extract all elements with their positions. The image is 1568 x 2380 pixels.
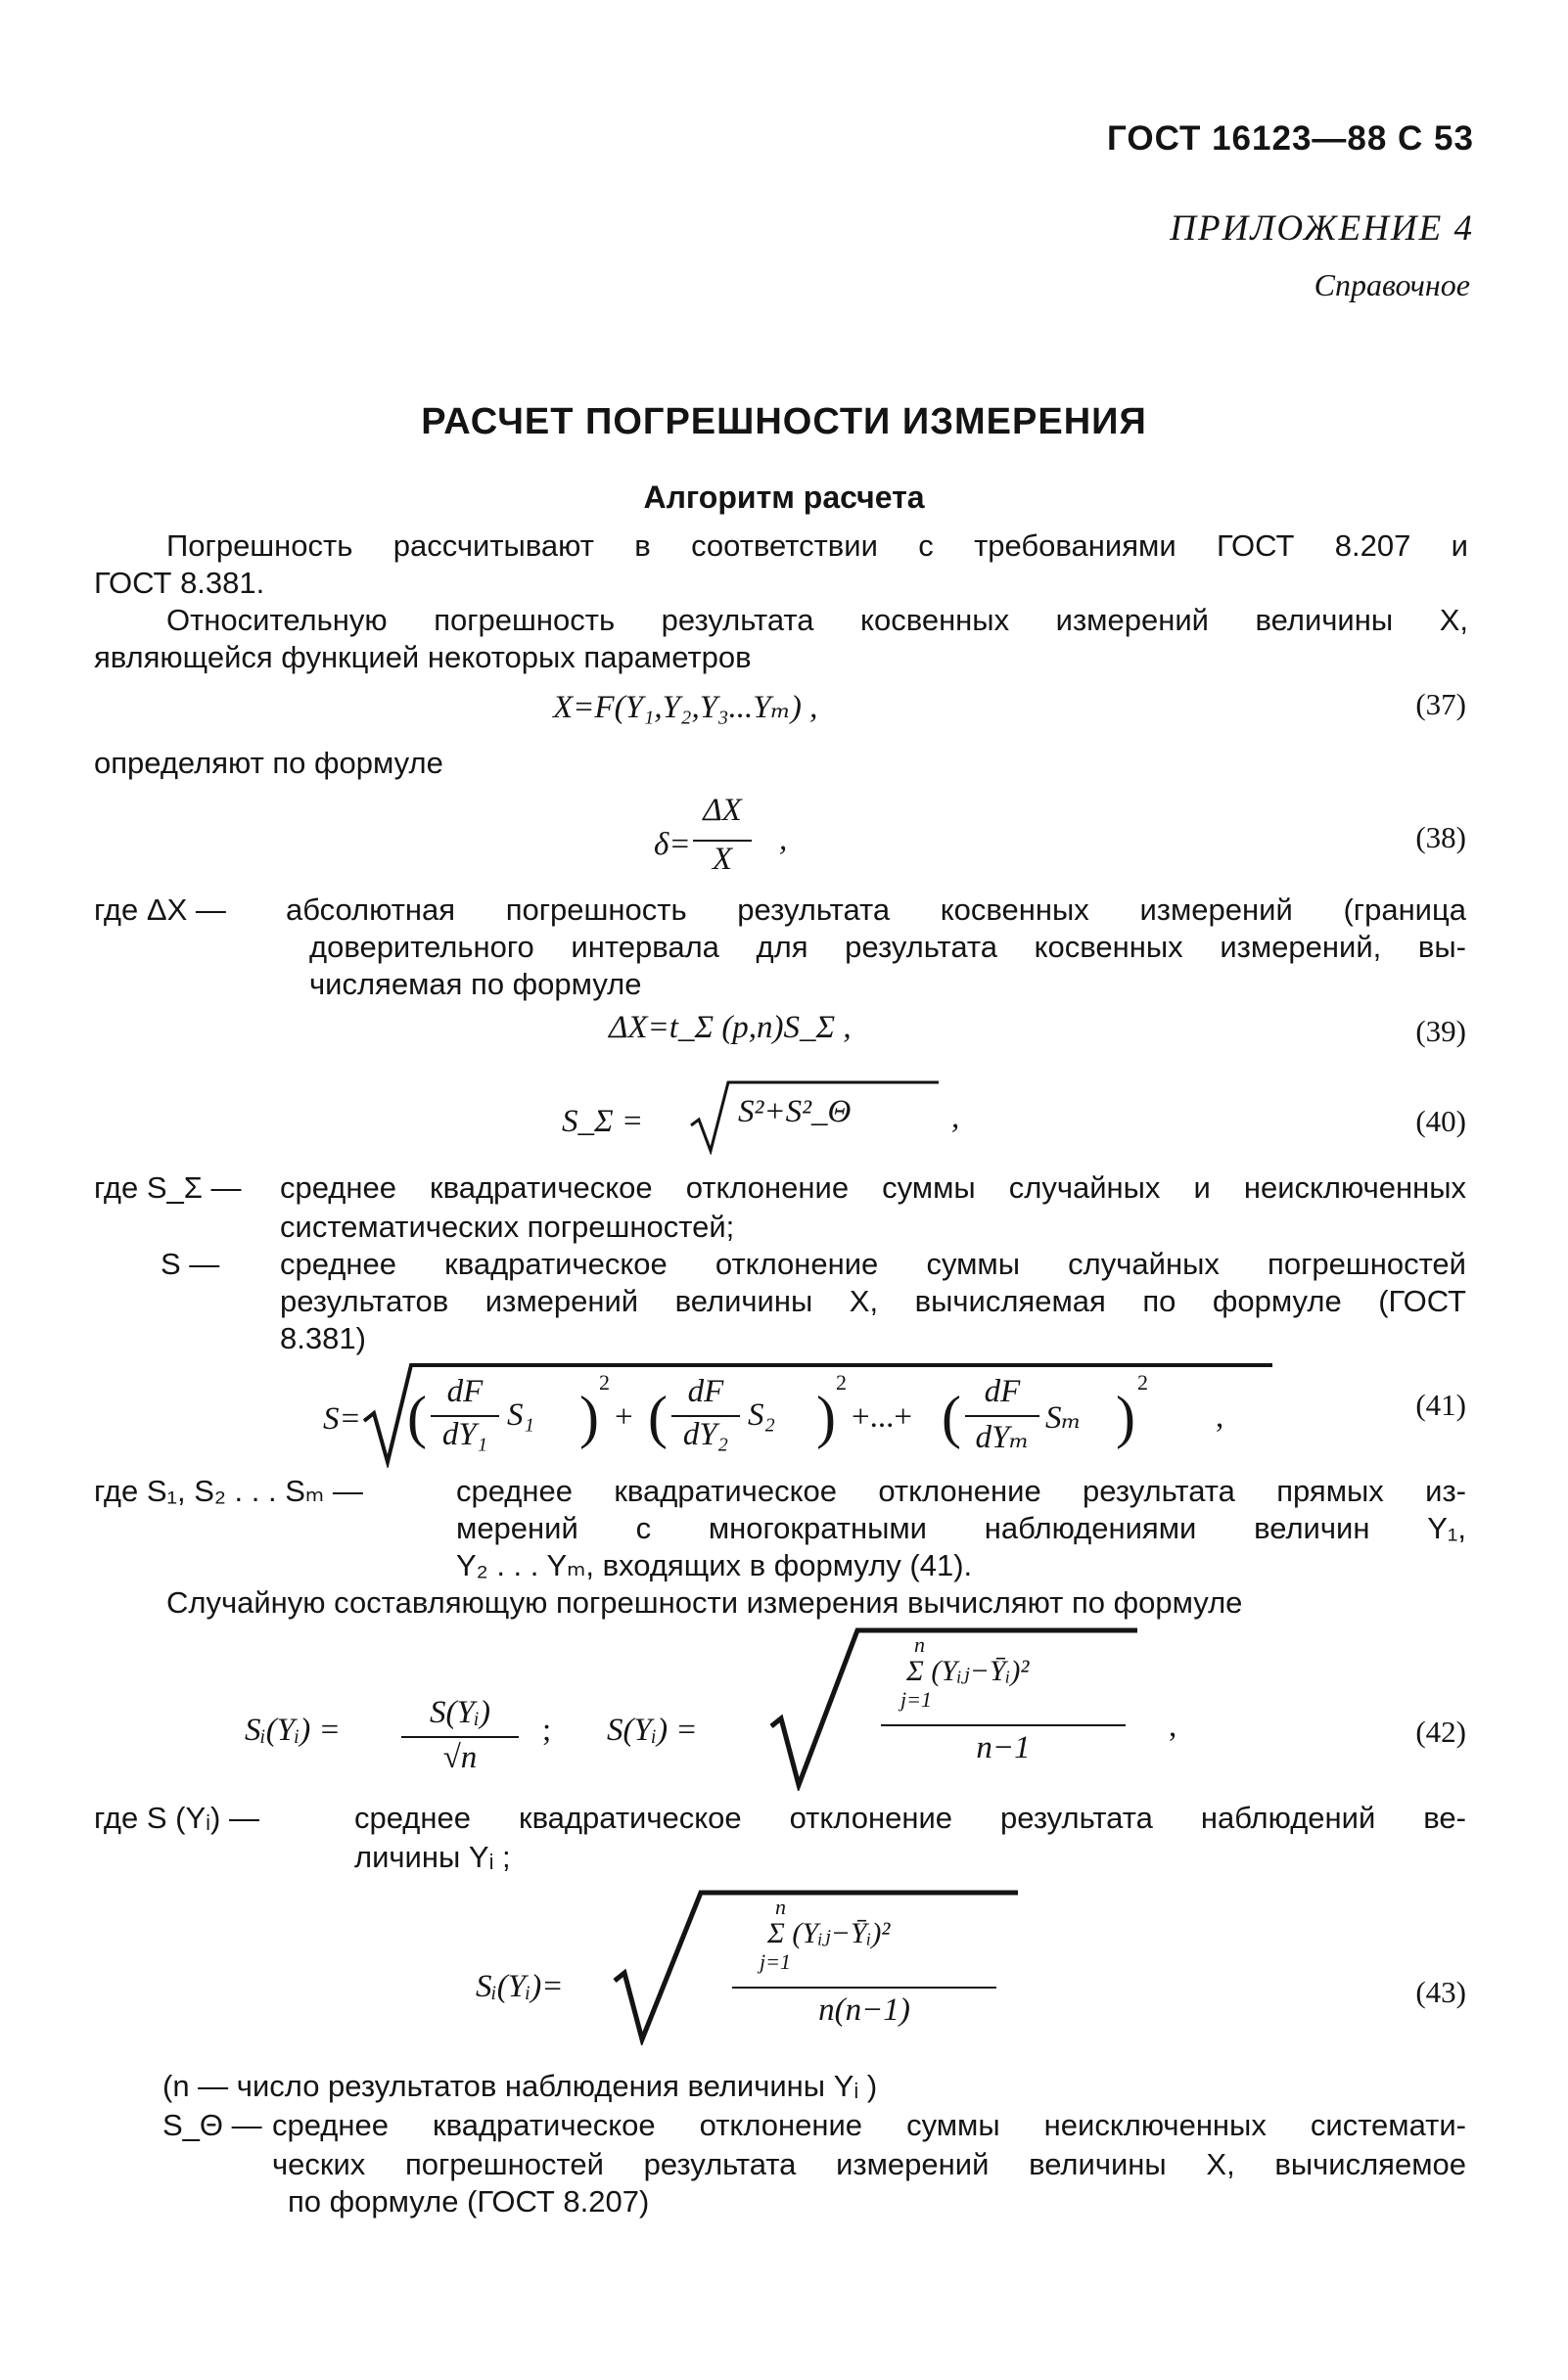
equation-42-number: (42) (1415, 1715, 1466, 1749)
eq38-comma: , (779, 822, 788, 857)
paragraph-4: Случайную составляющую погрешности измерения вычисляют по формуле (166, 1585, 1243, 1620)
equation-38-number: (38) (1415, 820, 1466, 854)
eq43-sum-lower-limit: j=1 (760, 1949, 791, 1974)
eq41-term-2-numerator: dF (687, 1374, 724, 1409)
eq42-sum-expression: Σ (Yᵢⱼ−Ȳᵢ)² (906, 1655, 1030, 1687)
equation-41 (323, 1360, 1292, 1468)
equation-40 (562, 1076, 960, 1155)
equation-37-number: (37) (1415, 687, 1466, 721)
definition-4-line-3: Y₂ . . . Yₘ, входящих в формулу (41). (456, 1548, 973, 1582)
eq40-comma: , (951, 1100, 960, 1135)
definition-6-line-1: среднее квадратическое отклонение суммы неисключенных системати- (272, 2108, 1466, 2142)
eq41-term-3-denominator: dYₘ (975, 1420, 1030, 1455)
definition-1-label: где ΔX — (94, 892, 226, 927)
eq43-fraction-bar (732, 1987, 996, 1989)
equation-42 (245, 1625, 1223, 1791)
eq41-term-2-s: S₂ (748, 1397, 775, 1433)
eq40-radicand: S²+S²_Θ (738, 1094, 852, 1129)
eq43-denominator: n(n−1) (818, 1992, 910, 2028)
eq42-lhs-1: Sᵢ(Yᵢ) = (245, 1713, 341, 1748)
eq41-term-3-s: Sₘ (1045, 1400, 1082, 1436)
eq42-denominator-1: √n (442, 1740, 478, 1775)
eq42-fraction-bar-2 (881, 1724, 1126, 1726)
equation-39: ΔX=t_Σ (p,n)S_Σ , (609, 1010, 852, 1045)
eq41-comma: , (1216, 1399, 1224, 1435)
definition-1-line-1: абсолютная погрешность результата косвенных измерений (граница (286, 892, 1466, 927)
definition-3-line-3: 8.381) (280, 1321, 366, 1355)
eq41-paren-close-2: ) (816, 1385, 836, 1449)
paragraph-2-line-1: Относительную погрешность результата косвенных измерений величины X, (166, 603, 1468, 637)
eq41-exponent-1: 2 (599, 1370, 610, 1395)
definition-4-line-2: мерений с многократными наблюдениями величин Y₁, (456, 1511, 1466, 1545)
page-header: ГОСТ 16123—88 С 53 (1106, 119, 1474, 158)
definition-5-line-1: среднее квадратическое отклонение результата наблюдений ве- (354, 1801, 1466, 1835)
definition-4-label: где S₁, S₂ . . . Sₘ — (94, 1474, 363, 1508)
eq42-lhs-2: S(Yᵢ) = (607, 1713, 698, 1748)
eq38-lhs: δ= (654, 827, 691, 862)
eq43-sum-upper-limit: n (775, 1895, 786, 1919)
equation-38 (654, 793, 810, 891)
eq43-sum-expression: Σ (Yᵢⱼ−Ȳᵢ)² (767, 1917, 891, 1949)
definition-2-label: где S_Σ — (94, 1170, 242, 1205)
eq42-numerator-1: S(Yᵢ) (429, 1695, 491, 1730)
page-title: РАСЧЕТ ПОГРЕШНОСТИ ИЗМЕРЕНИЯ (421, 401, 1147, 442)
equation-43 (476, 1879, 1024, 2045)
eq41-paren-open-3: ( (942, 1385, 961, 1449)
definition-2-line-1: среднее квадратическое отклонение суммы случайных и неисключенных (280, 1170, 1466, 1205)
paragraph-3: определяют по формуле (94, 746, 443, 780)
definition-5-label: где S (Yᵢ) — (94, 1801, 259, 1835)
eq38-denominator: X (712, 842, 733, 877)
eq41-exponent-2: 2 (836, 1370, 847, 1395)
equation-43-number: (43) (1415, 1975, 1466, 2009)
definition-3-line-1: среднее квадратическое отклонение суммы случайных погрешностей (280, 1247, 1466, 1281)
eq41-paren-open-1: ( (407, 1385, 427, 1449)
definition-1-line-2: доверительного интервала для результата косвенных измерений, вы- (309, 930, 1466, 964)
definition-3-line-2: результатов измерений величины X, вычисляемая по формуле (ГОСТ (280, 1284, 1466, 1318)
definition-4-line-1: среднее квадратическое отклонение результата прямых из- (456, 1474, 1466, 1508)
definition-6-line-3: по формуле (ГОСТ 8.207) (288, 2184, 650, 2219)
definition-2-line-2: систематических погрешностей; (280, 1210, 735, 1244)
definition-5-line-2: личины Yᵢ ; (354, 1840, 511, 1874)
paragraph-2-line-2: являющейся функцией некоторых параметров (94, 640, 752, 674)
eq41-term-3-numerator: dF (984, 1374, 1021, 1409)
equation-39-number: (39) (1415, 1014, 1466, 1048)
eq42-sum-lower-limit: j=1 (900, 1687, 932, 1712)
eq41-term-1-numerator: dF (446, 1374, 484, 1409)
eq41-term-1-denominator: dY₁ (441, 1417, 488, 1452)
note: (n — число результатов наблюдения величины Yᵢ ) (162, 2069, 878, 2103)
appendix-title: ПРИЛОЖЕНИЕ 4 (1170, 208, 1474, 249)
eq42-denominator-2: n−1 (976, 1730, 1031, 1765)
eq41-lhs: S= (323, 1401, 361, 1437)
equation-37: X=F(Y₁,Y₂,Y₃...Yₘ) , (553, 690, 818, 725)
definition-1-line-3: числяемая по формуле (309, 967, 642, 1001)
section-subtitle: Алгоритм расчета (643, 480, 925, 515)
eq42-comma: , (1169, 1709, 1177, 1744)
eq41-paren-open-2: ( (648, 1385, 668, 1449)
eq42-fraction-bar-1 (401, 1736, 519, 1738)
eq40-lhs: S_Σ = (562, 1104, 644, 1139)
eq41-term-2-denominator: dY₂ (682, 1417, 729, 1452)
eq42-sum-upper-limit: n (914, 1632, 925, 1657)
eq41-paren-close-3: ) (1116, 1385, 1135, 1449)
eq41-dots: +...+ (852, 1399, 912, 1435)
eq41-paren-close-1: ) (579, 1385, 599, 1449)
paragraph-1-line-1: Погрешность рассчитывают в соответствии с требованиями ГОСТ 8.207 и (166, 528, 1468, 563)
definition-3-label: S — (161, 1247, 220, 1281)
eq42-separator: ; (542, 1713, 552, 1748)
appendix-subtitle: Справочное (1314, 267, 1470, 302)
paragraph-1-line-2: ГОСТ 8.381. (94, 566, 265, 600)
eq41-exponent-3: 2 (1137, 1370, 1148, 1395)
eq38-numerator: ΔX (703, 793, 742, 828)
eq41-plus: + (615, 1399, 633, 1435)
equation-41-number: (41) (1415, 1388, 1466, 1422)
eq43-lhs: Sᵢ(Yᵢ)= (476, 1969, 564, 2004)
eq41-term-1-s: S₁ (507, 1397, 534, 1433)
equation-40-number: (40) (1415, 1104, 1466, 1138)
definition-6-line-2: ческих погрешностей результата измерений величины X, вычисляемое (272, 2147, 1466, 2181)
definition-6-label: S_Θ — (162, 2108, 262, 2142)
